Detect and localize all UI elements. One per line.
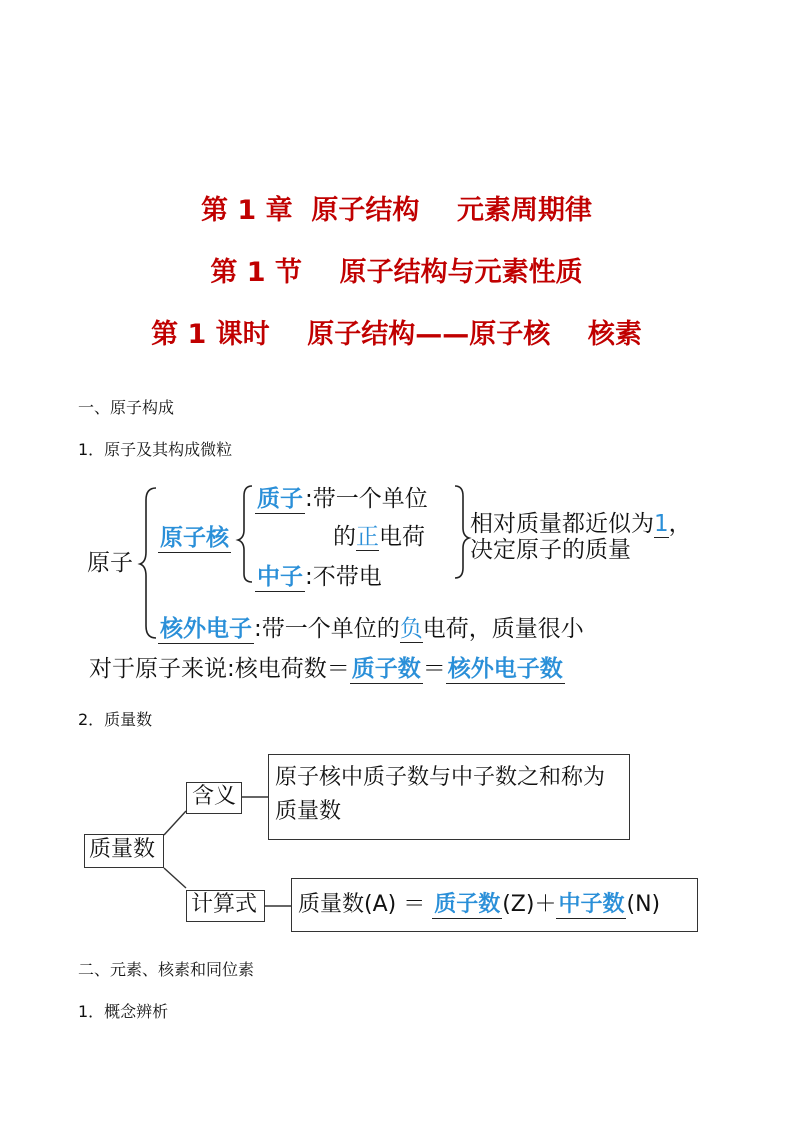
mass-number-root-box xyxy=(84,834,164,868)
formula-label: 计算式 xyxy=(191,892,258,917)
meaning-label: 含义 xyxy=(192,784,237,809)
formula-pre: 质量数(A) ＝ xyxy=(298,892,433,917)
electron-charge-answer: 负 xyxy=(399,616,423,642)
meaning-text-line-2: 质量数 xyxy=(275,799,342,824)
proton-answer: 质子 xyxy=(257,486,303,512)
heading-mass-number: 2．质量数 xyxy=(78,710,153,729)
chapter-title: 第 1 章 原子结构 元素周期律 xyxy=(201,195,592,226)
electron-desc-pre: :带一个单位的 xyxy=(254,616,400,642)
mass-number-root-label: 质量数 xyxy=(89,837,156,862)
formula-post: (N) xyxy=(626,892,661,917)
heading-elements-nuclides-isotopes: 二、元素、核素和同位素 xyxy=(78,960,255,979)
formula-box xyxy=(186,890,265,922)
neutron-desc: :不带电 xyxy=(305,564,382,590)
mass-determine-line: 决定原子的质量 xyxy=(470,537,631,563)
neutron-answer: 中子 xyxy=(257,564,303,590)
proton-desc-2-pre: 的 xyxy=(333,524,356,550)
electron-desc-post: 电荷，质量很小 xyxy=(422,616,584,642)
atom-label: 原子 xyxy=(87,550,133,576)
heading-atom-particles: 1．原子及其构成微粒 xyxy=(78,440,233,459)
mass-value-answer: 1 xyxy=(654,511,669,537)
section-title: 第 1 节 原子结构与元素性质 xyxy=(210,257,583,288)
heading-atom-composition: 一、原子构成 xyxy=(78,398,175,417)
meaning-box xyxy=(186,782,242,814)
lesson-title: 第 1 课时 原子结构——原子核 核素 xyxy=(151,319,642,350)
heading-concept-analysis: 1．概念辨析 xyxy=(78,1002,169,1021)
relation-electron-answer: 核外电子数 xyxy=(447,656,563,682)
formula-proton-answer: 质子数 xyxy=(434,892,501,917)
electron-answer: 核外电子 xyxy=(160,616,252,642)
formula-text-box xyxy=(291,878,698,932)
meaning-text-box xyxy=(268,754,630,840)
mass-line1-post: ， xyxy=(668,511,692,537)
proton-charge-answer: 正 xyxy=(356,524,379,550)
proton-desc-1: :带一个单位 xyxy=(305,486,428,512)
relation-pre: 对于原子来说:核电荷数＝ xyxy=(89,656,350,682)
relation-eq: ＝ xyxy=(422,656,446,682)
formula-text xyxy=(298,888,660,922)
relation-proton-answer: 质子数 xyxy=(351,656,421,682)
formula-neutron-answer: 中子数 xyxy=(558,892,625,917)
formula-mid: (Z)＋ xyxy=(502,892,557,917)
mass-line1-pre: 相对质量都近似为 xyxy=(470,511,654,537)
proton-desc-2-post: 电荷 xyxy=(379,524,425,550)
meaning-text-line-1: 原子核中质子数与中子数之和称为 xyxy=(275,765,606,790)
nucleus-answer: 原子核 xyxy=(160,525,229,551)
